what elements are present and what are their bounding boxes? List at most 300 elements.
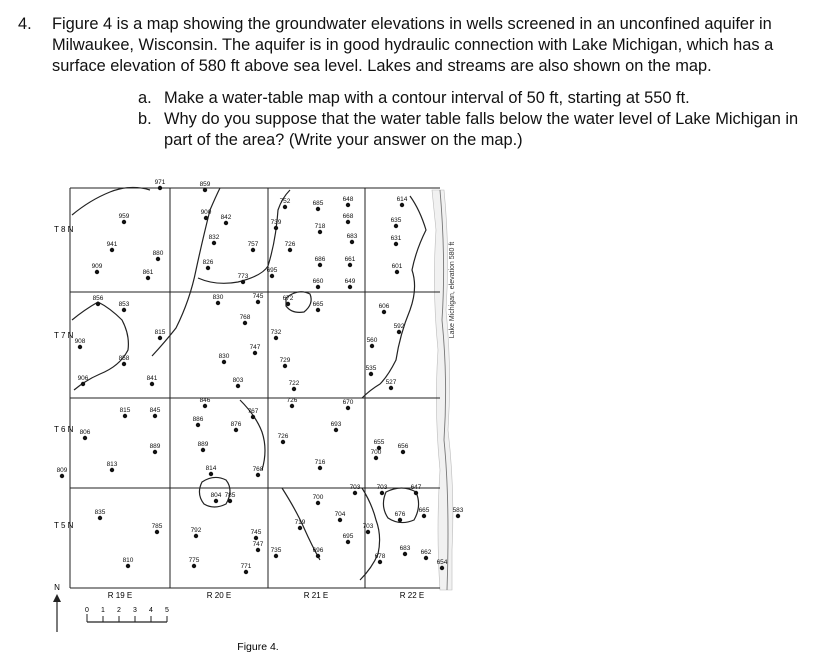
well-dot [346,203,350,207]
well-elevation-label: 771 [240,563,252,570]
well-861 [143,269,154,280]
well-886 [193,416,204,427]
range-r19e: R 19 E [107,591,133,600]
well-elevation-label: 889 [149,443,161,450]
well-858 [119,355,130,366]
well-elevation-label: 703 [362,523,374,530]
well-elevation-label: 726 [277,433,289,440]
well-elevation-label: 696 [312,547,324,554]
well-dot [440,566,444,570]
well-dot [298,526,302,530]
well-900 [201,209,212,220]
well-elevation-label: 686 [314,256,326,263]
well-716 [315,459,326,470]
well-elevation-label: 861 [142,269,154,276]
well-726 [285,241,296,252]
well-672 [283,295,294,306]
well-dot [316,207,320,211]
well-elevation-label: 716 [314,459,326,466]
well-elevation-label: 660 [312,278,324,285]
well-dot [316,501,320,505]
well-815 [155,329,166,340]
well-693 [331,421,342,432]
well-dot [369,372,373,376]
well-elevation-label: 527 [385,379,397,386]
well-elevation-label: 804 [210,492,222,499]
well-dot [338,518,342,522]
well-elevation-label: 810 [122,557,134,564]
well-dot [194,534,198,538]
well-elevation-label: 809 [56,467,68,474]
well-dot [224,221,228,225]
well-elevation-label: 678 [374,553,386,560]
well-elevation-label: 670 [342,399,354,406]
well-elevation-label: 683 [399,545,411,552]
well-700 [313,494,324,505]
well-803 [233,377,244,388]
well-dot [395,270,399,274]
well-elevation-label: 813 [106,461,118,468]
well-elevation-label: 560 [366,337,378,344]
township-t7n: T 7 N [54,331,74,340]
well-767 [248,408,259,419]
well-745 [251,529,262,540]
figure-caption: Figure 4. [237,641,279,652]
well-661 [345,256,356,267]
lake-label: Lake Michigan, elevation 580 ft [449,241,456,339]
scale-tick: 5 [165,607,169,614]
well-601 [392,263,403,274]
part-a [138,88,824,109]
well-dot [318,230,322,234]
scale-tick: 2 [117,607,121,614]
well-696 [313,547,324,558]
well-elevation-label: 656 [397,443,409,450]
well-dot [334,428,338,432]
well-dot [283,364,287,368]
well-elevation-label: 880 [152,250,164,257]
well-elevation-label: 906 [77,375,89,382]
well-elevation-label: 806 [79,429,91,436]
township-t8n: T 8 N [54,225,74,234]
well-dot [234,428,238,432]
well-dot [122,308,126,312]
well-dot [397,330,401,334]
well-dot [253,351,257,355]
well-dot [424,556,428,560]
well-elevation-label: 614 [396,196,408,203]
well-dot [374,456,378,460]
well-dot [110,248,114,252]
well-elevation-label: 695 [342,533,354,540]
well-elevation-label: 695 [266,267,278,274]
well-elevation-label: 583 [452,507,464,514]
well-elevation-label: 815 [119,407,131,414]
well-752 [280,198,291,209]
well-elevation-label: 767 [247,408,259,415]
well-dot [216,301,220,305]
well-662 [421,549,432,560]
well-dot [346,406,350,410]
well-dot [212,241,216,245]
well-dot [290,404,294,408]
groundwater-map-figure [0,170,840,652]
grid-lines [70,188,440,588]
part-b [138,109,824,151]
well-941 [107,241,118,252]
well-909 [92,263,103,274]
well-809 [57,467,68,478]
well-583 [453,507,464,518]
well-656 [398,443,409,454]
well-649 [345,278,356,289]
well-elevation-label: 909 [91,263,103,270]
well-665 [313,301,324,312]
well-dot [286,302,290,306]
well-dot [316,285,320,289]
well-648 [343,196,354,207]
scale-tick: 1 [101,607,105,614]
well-elevation-label: 853 [118,301,130,308]
well-dot [389,386,393,390]
well-785 [152,523,163,534]
well-dot [95,270,99,274]
well-dot [123,414,127,418]
well-elevation-label: 661 [344,256,356,263]
well-elevation-label: 685 [312,200,324,207]
well-elevation-label: 768 [252,466,264,473]
well-dot [394,242,398,246]
well-718 [315,223,326,234]
well-876 [231,421,242,432]
well-elevation-label: 826 [202,259,214,266]
well-dot [98,516,102,520]
well-elevation-label: 726 [286,397,298,404]
well-592 [394,323,405,334]
question-text: Figure 4 is a map showing the groundwater elevations in wells screened in an unconfined aquifer in Milwaukee, Wisconsin. The aquifer is in good hydraulic connection with Lake Michigan, which has a surface elevation of 580 ft above sea level. Lakes and streams are also shown on the map. [52,15,774,75]
well-dot [156,257,160,261]
part-a-text: Make a water-table map with a contour interval of 50 ft, starting at 550 ft. [164,89,690,107]
well-dot [378,560,382,564]
well-971 [155,179,166,190]
well-dot [346,540,350,544]
well-dot [158,186,162,190]
well-elevation-label: 535 [365,365,377,372]
well-832 [209,234,220,245]
well-dot [158,336,162,340]
well-elevation-label: 814 [205,465,217,472]
north-label: N [54,583,60,592]
well-dot [380,491,384,495]
well-dot [236,384,240,388]
well-dot [60,474,64,478]
well-elevation-label: 665 [418,507,430,514]
well-703 [350,484,361,495]
well-dot [155,530,159,534]
well-elevation-label: 830 [218,353,230,360]
well-elevation-label: 735 [270,547,282,554]
well-elevation-label: 959 [118,213,130,220]
well-959 [119,213,130,224]
well-elevation-label: 654 [436,559,448,566]
well-dot [150,382,154,386]
well-dot [281,440,285,444]
well-dot [122,220,126,224]
well-842 [221,214,232,225]
well-elevation-label: 889 [197,441,209,448]
well-726 [287,397,298,408]
well-dot [456,514,460,518]
well-835 [95,509,106,520]
well-527 [386,379,397,390]
well-dot [122,362,126,366]
well-739 [271,219,282,230]
well-elevation-label: 841 [146,375,158,382]
well-dot [270,274,274,278]
well-dot [403,552,407,556]
well-elevation-label: 662 [420,549,432,556]
well-804 [211,492,222,503]
well-631 [391,235,402,246]
well-686 [315,256,326,267]
well-elevation-label: 900 [200,209,212,216]
well-dot [283,205,287,209]
well-859 [200,181,211,192]
well-elevation-label: 876 [230,421,242,428]
well-elevation-label: 792 [190,527,202,534]
well-dot [153,450,157,454]
well-dot [401,450,405,454]
well-747 [250,344,261,355]
well-elevation-label: 752 [279,198,291,205]
well-dot [422,514,426,518]
well-elevation-label: 700 [370,449,382,456]
well-elevation-label: 768 [239,314,251,321]
well-dot [400,203,404,207]
well-elevation-label: 775 [188,557,200,564]
well-683 [347,233,358,244]
well-elevation-label: 785 [224,492,236,499]
well-dot [251,415,255,419]
well-elevation-label: 745 [250,529,262,536]
scale-bar [87,614,167,622]
well-785 [225,492,236,503]
well-773 [238,273,249,284]
well-853 [119,301,130,312]
well-889 [198,441,209,452]
well-dot [96,302,100,306]
well-768 [253,466,264,477]
well-771 [241,563,252,574]
well-elevation-label: 845 [149,407,161,414]
well-668 [343,213,354,224]
well-703 [377,484,388,495]
well-elevation-label: 886 [192,416,204,423]
well-670 [343,399,354,410]
township-t6n: T 6 N [54,425,74,434]
well-dot [153,414,157,418]
well-elevation-label: 846 [199,397,211,404]
well-676 [395,511,406,522]
well-elevation-label: 693 [330,421,342,428]
well-845 [150,407,161,418]
well-elevation-label: 803 [232,377,244,384]
well-775 [189,557,200,568]
well-830 [213,294,224,305]
well-elevation-label: 859 [199,181,211,188]
well-dot [251,248,255,252]
well-841 [147,375,158,386]
well-elevation-label: 858 [118,355,130,362]
well-dot [288,248,292,252]
well-elevation-label: 757 [247,241,259,248]
well-560 [367,337,378,348]
well-726 [278,433,289,444]
well-735 [271,547,282,558]
well-dot [414,491,418,495]
well-dot [254,536,258,540]
well-dot [316,308,320,312]
well-dot [292,387,296,391]
well-elevation-label: 832 [208,234,220,241]
well-dot [192,564,196,568]
well-dot [274,226,278,230]
well-dot [346,220,350,224]
well-747 [253,541,264,552]
well-elevation-label: 842 [220,214,232,221]
well-792 [191,527,202,538]
well-elevation-label: 747 [249,344,261,351]
well-660 [313,278,324,289]
well-635 [391,217,402,228]
well-elevation-label: 655 [373,439,385,446]
well-dot [243,321,247,325]
well-814 [206,465,217,476]
well-elevation-label: 729 [279,357,291,364]
well-elevation-label: 606 [378,303,390,310]
well-elevation-label: 971 [154,179,166,186]
well-dot [126,564,130,568]
well-535 [366,365,377,376]
well-830 [219,353,230,364]
well-elevation-label: 732 [270,329,282,336]
well-815 [120,407,131,418]
well-880 [153,250,164,261]
well-elevation-label: 649 [344,278,356,285]
well-908 [75,338,86,349]
well-dot [209,472,213,476]
well-elevation-label: 835 [94,509,106,516]
well-elevation-label: 668 [342,213,354,220]
well-813 [107,461,118,472]
township-t5n: T 5 N [54,521,74,530]
well-dot [81,382,85,386]
well-dot [370,344,374,348]
well-elevation-label: 703 [349,484,361,491]
scale-tick: 4 [149,607,153,614]
well-dot [201,448,205,452]
well-dot [203,188,207,192]
well-elevation-label: 700 [312,494,324,501]
well-elevation-label: 815 [154,329,166,336]
well-dot [318,263,322,267]
well-elevation-label: 747 [252,541,264,548]
well-elevation-label: 726 [284,241,296,248]
well-703 [363,523,374,534]
well-elevation-label: 683 [346,233,358,240]
well-dot [222,360,226,364]
well-elevation-label: 665 [312,301,324,308]
well-dot [206,266,210,270]
well-dot [241,280,245,284]
well-elevation-label: 908 [74,338,86,345]
well-806 [80,429,91,440]
well-elevation-label: 718 [314,223,326,230]
well-dot [244,570,248,574]
range-r20e: R 20 E [206,591,232,600]
well-dot [394,224,398,228]
well-889 [150,443,161,454]
well-elevation-label: 704 [334,511,346,518]
well-695 [343,533,354,544]
well-elevation-label: 830 [212,294,224,301]
well-dot [256,300,260,304]
well-elevation-label: 745 [252,293,264,300]
well-elevation-label: 647 [410,484,422,491]
well-dot [110,468,114,472]
well-757 [248,241,259,252]
well-732 [271,329,282,340]
well-dot [256,473,260,477]
well-dot [353,491,357,495]
well-606 [379,303,390,314]
well-729 [280,357,291,368]
well-dot [366,530,370,534]
well-683 [400,545,411,556]
range-r21e: R 21 E [303,591,329,600]
well-906 [78,375,89,386]
well-700 [371,449,382,460]
scale-tick: 3 [133,607,137,614]
well-elevation-label: 703 [376,484,388,491]
north-arrow-icon [53,594,61,632]
well-elevation-label: 722 [288,380,300,387]
part-a-label: a. [138,89,152,107]
well-elevation-label: 676 [394,511,406,518]
well-685 [313,200,324,211]
well-dot [78,345,82,349]
well-dot [214,499,218,503]
well-722 [289,380,300,391]
well-846 [200,397,211,408]
well-elevation-label: 773 [237,273,249,280]
well-elevation-label: 856 [92,295,104,302]
question-number: 4. [18,15,32,33]
well-810 [123,557,134,568]
well-elevation-label: 719 [294,519,306,526]
well-dot [382,310,386,314]
well-dot [256,548,260,552]
well-elevation-label: 601 [391,263,403,270]
well-elevation-label: 941 [106,241,118,248]
well-dot [146,276,150,280]
wells-layer [57,179,464,574]
well-647 [411,484,422,495]
part-b-label: b. [138,110,152,128]
part-b-text: Why do you suppose that the water table falls below the water level of Lake Michigan in part of the area? (Write your answer on the map.) [164,110,799,149]
well-dot [196,423,200,427]
well-745 [253,293,264,304]
